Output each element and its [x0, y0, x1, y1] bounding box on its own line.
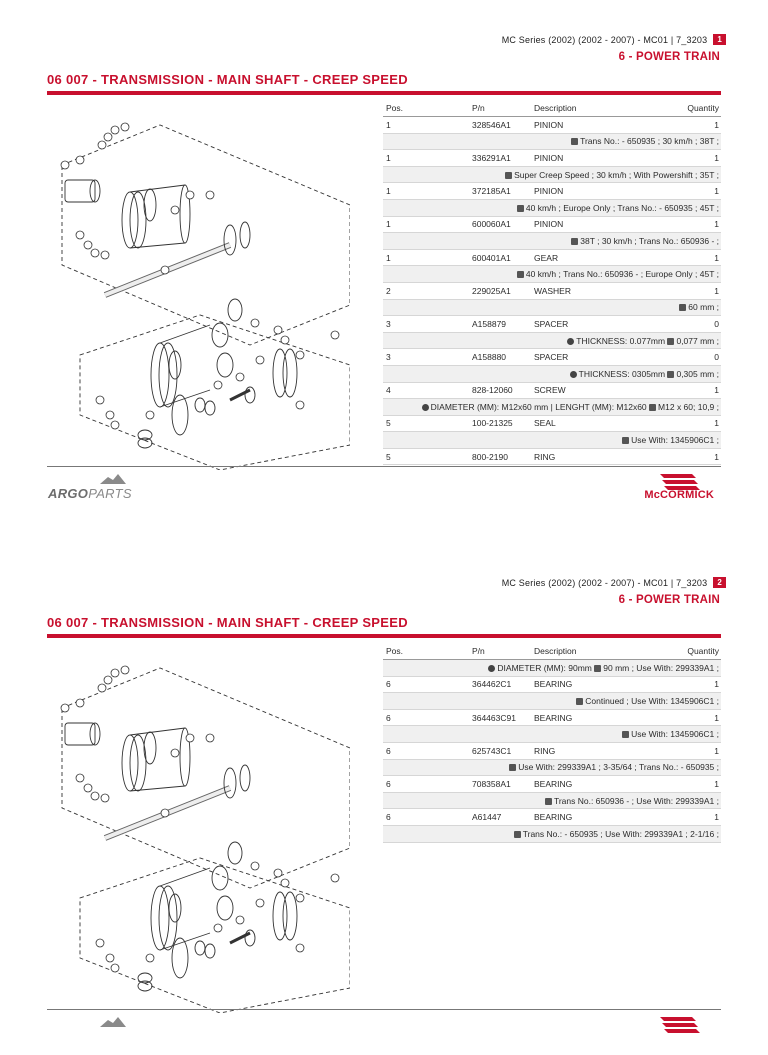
- note-icon: [509, 764, 516, 771]
- note-icon: [667, 371, 674, 378]
- note-icon: [594, 665, 601, 672]
- detail-notes: [505, 170, 719, 180]
- title-divider: [47, 91, 721, 95]
- detail-note-text: Use With: 1345906C1 ;: [631, 435, 719, 446]
- detail-notes: [517, 269, 719, 279]
- cell-pos: 1: [386, 186, 391, 197]
- cell-qty: 1: [714, 119, 719, 130]
- cell-pn: A158880: [472, 352, 507, 363]
- argo-logo-icon: [100, 1017, 126, 1027]
- detail-notes: [567, 336, 719, 346]
- cell-pos: 1: [386, 152, 391, 163]
- mccormick-stripes-icon: [656, 1017, 700, 1033]
- exploded-view-diagram: [50, 115, 350, 470]
- note-icon: [622, 437, 629, 444]
- cell-pn: 600060A1: [472, 219, 511, 230]
- table-row[interactable]: [383, 743, 721, 760]
- cell-pn: 372185A1: [472, 186, 511, 197]
- cell-qty: 1: [714, 252, 719, 263]
- cell-qty: 1: [714, 186, 719, 197]
- cell-pn: 336291A1: [472, 152, 511, 163]
- column-header-qty: Quantity: [687, 646, 719, 656]
- mccormick-stripes-icon: [656, 474, 700, 490]
- cell-desc: BEARING: [534, 812, 573, 823]
- cell-desc: BEARING: [534, 778, 573, 789]
- cell-desc: PINION: [534, 219, 564, 230]
- cell-pn: A61447: [472, 812, 502, 823]
- detail-info-text: THICKNESS: 0.077mm: [576, 335, 666, 346]
- detail-info-text: THICKNESS: 0305mm: [578, 368, 666, 379]
- column-header-desc: Description: [534, 646, 577, 656]
- exploded-view-diagram: [50, 658, 350, 1013]
- column-header-qty: Quantity: [687, 103, 719, 113]
- cell-desc: BEARING: [534, 679, 573, 690]
- table-detail-row: [383, 660, 721, 677]
- cell-pos: 2: [386, 285, 391, 296]
- cell-pos: 5: [386, 418, 391, 429]
- series-header: [502, 577, 726, 588]
- cell-pn: 828-12060: [472, 385, 513, 396]
- page-number-badge: 2: [713, 577, 726, 588]
- cell-qty: 1: [714, 745, 719, 756]
- detail-notes: [571, 236, 719, 246]
- note-icon: [517, 271, 524, 278]
- table-row[interactable]: [383, 710, 721, 727]
- argo-logo-bold: ARGO: [48, 486, 89, 501]
- table-detail-row: [383, 726, 721, 743]
- detail-notes: [570, 369, 719, 379]
- table-row[interactable]: [383, 183, 721, 200]
- detail-note-text: 40 km/h ; Trans No.: 650936 - ; Europe Only ; 45T ;: [525, 269, 719, 280]
- info-icon: [567, 338, 574, 345]
- table-header-row: [383, 100, 721, 117]
- series-text: MC Series (2002) (2002 - 2007) - MC01 | 7_3203: [501, 34, 708, 45]
- table-row[interactable]: [383, 809, 721, 826]
- detail-notes: [422, 402, 719, 412]
- page-title: 06 007 - TRANSMISSION - MAIN SHAFT - CREEP SPEED: [47, 72, 408, 87]
- table-detail-row: [383, 300, 721, 317]
- cell-pn: 364463C91: [472, 712, 516, 723]
- mccormick-logo: McCORMICK: [644, 489, 714, 501]
- table-row[interactable]: [383, 383, 721, 400]
- detail-note-text: Trans No.: 650936 - ; Use With: 299339A1 ;: [553, 795, 719, 806]
- table-row[interactable]: [383, 217, 721, 234]
- section-title: 6 - POWER TRAIN: [618, 51, 720, 63]
- page-number-badge: 1: [713, 34, 726, 45]
- table-detail-row: [383, 134, 721, 151]
- table-row[interactable]: [383, 449, 721, 466]
- parts-table: [383, 643, 721, 843]
- detail-note-text: Use With: 299339A1 ; 3-35/64 ; Trans No.: - 650935 ;: [518, 762, 719, 773]
- cell-pos: 6: [386, 679, 391, 690]
- table-row[interactable]: [383, 349, 721, 366]
- cell-desc: SPACER: [534, 352, 569, 363]
- catalog-page-2: [0, 543, 768, 1055]
- argo-logo-icon: [100, 474, 126, 484]
- cell-pn: 800-2190: [472, 451, 508, 462]
- detail-note-text: Super Creep Speed ; 30 km/h ; With Powershift ; 35T ;: [514, 169, 719, 180]
- cell-pos: 4: [386, 385, 391, 396]
- detail-notes: [679, 302, 719, 312]
- detail-info-text: DIAMETER (MM): 90mm: [497, 662, 592, 673]
- table-detail-row: [383, 693, 721, 710]
- section-title: 6 - POWER TRAIN: [618, 594, 720, 606]
- detail-note-text: Continued ; Use With: 1345906C1 ;: [585, 695, 719, 706]
- note-icon: [505, 172, 512, 179]
- cell-qty: 1: [714, 679, 719, 690]
- cell-pos: 6: [386, 778, 391, 789]
- cell-pos: 1: [386, 252, 391, 263]
- table-detail-row: [383, 793, 721, 810]
- table-detail-row: [383, 826, 721, 843]
- cell-pn: 100-21325: [472, 418, 513, 429]
- title-divider: [47, 634, 721, 638]
- cell-qty: 1: [714, 219, 719, 230]
- table-detail-row: [383, 167, 721, 184]
- column-header-desc: Description: [534, 103, 577, 113]
- cell-desc: GEAR: [534, 252, 559, 263]
- detail-notes: [488, 663, 719, 673]
- info-icon: [488, 665, 495, 672]
- cell-qty: 0: [714, 352, 719, 363]
- cell-pos: 3: [386, 352, 391, 363]
- series-header: [502, 34, 726, 45]
- table-detail-row: [383, 432, 721, 449]
- cell-desc: BEARING: [534, 712, 573, 723]
- cell-pn: 708358A1: [472, 778, 511, 789]
- cell-desc: SEAL: [534, 418, 556, 429]
- detail-info-text: DIAMETER (MM): M12x60 mm | LENGHT (MM): M12x60: [430, 401, 647, 412]
- cell-pn: 328546A1: [472, 119, 511, 130]
- cell-pos: 5: [386, 451, 391, 462]
- detail-note-text: 40 km/h ; Europe Only ; Trans No.: - 650935 ; 45T ;: [525, 202, 719, 213]
- cell-pn: 600401A1: [472, 252, 511, 263]
- cell-qty: 1: [714, 812, 719, 823]
- cell-pos: 1: [386, 219, 391, 230]
- table-row[interactable]: [383, 316, 721, 333]
- detail-note-text: Trans No.: - 650935 ; 30 km/h ; 38T ;: [580, 136, 719, 147]
- parts-table: [383, 100, 721, 465]
- cell-qty: 1: [714, 418, 719, 429]
- note-icon: [514, 831, 521, 838]
- detail-note-text: 0,077 mm ;: [676, 335, 719, 346]
- series-text: MC Series (2002) (2002 - 2007) - MC01 | 7_3203: [501, 577, 708, 588]
- table-detail-row: [383, 760, 721, 777]
- argo-logo-light: PARTS: [88, 486, 132, 501]
- note-icon: [679, 304, 686, 311]
- detail-notes: [576, 696, 719, 706]
- cell-qty: 1: [714, 285, 719, 296]
- cell-pos: 6: [386, 712, 391, 723]
- table-detail-row: [383, 233, 721, 250]
- cell-pos: 6: [386, 812, 391, 823]
- detail-note-text: M12 x 60; 10,9 ;: [658, 401, 719, 412]
- cell-pn: 625743C1: [472, 745, 512, 756]
- note-icon: [517, 205, 524, 212]
- detail-note-text: Use With: 1345906C1 ;: [631, 729, 719, 740]
- cell-desc: RING: [534, 451, 556, 462]
- footer-divider: [47, 1009, 721, 1010]
- cell-pn: 364462C1: [472, 679, 512, 690]
- footer-divider: [47, 466, 721, 467]
- table-row[interactable]: [383, 776, 721, 793]
- cell-desc: SCREW: [534, 385, 566, 396]
- detail-note-text: Trans No.: - 650935 ; Use With: 299339A1 ; 2-1/16 ;: [522, 828, 719, 839]
- detail-notes: [545, 796, 719, 806]
- cell-qty: 1: [714, 451, 719, 462]
- detail-notes: [509, 762, 719, 772]
- cell-desc: PINION: [534, 152, 564, 163]
- table-detail-row: [383, 399, 721, 416]
- info-icon: [570, 371, 577, 378]
- catalog-page-1: [0, 0, 768, 512]
- detail-note-text: 60 mm ;: [688, 302, 719, 313]
- cell-qty: 1: [714, 152, 719, 163]
- cell-pos: 6: [386, 745, 391, 756]
- detail-notes: [622, 729, 719, 739]
- cell-desc: SPACER: [534, 318, 569, 329]
- table-row[interactable]: [383, 416, 721, 433]
- note-icon: [576, 698, 583, 705]
- cell-qty: 0: [714, 318, 719, 329]
- info-icon: [422, 404, 429, 411]
- note-icon: [622, 731, 629, 738]
- note-icon: [667, 338, 674, 345]
- table-detail-row: [383, 266, 721, 283]
- detail-notes: [517, 203, 719, 213]
- table-row[interactable]: [383, 283, 721, 300]
- detail-notes: [514, 829, 719, 839]
- detail-note-text: 90 mm ; Use With: 299339A1 ;: [603, 662, 719, 673]
- detail-note-text: 0,305 mm ;: [676, 368, 719, 379]
- table-row[interactable]: [383, 150, 721, 167]
- cell-pn: 229025A1: [472, 285, 511, 296]
- note-icon: [571, 138, 578, 145]
- table-detail-row: [383, 333, 721, 350]
- column-header-pn: P/n: [472, 103, 485, 113]
- detail-note-text: 38T ; 30 km/h ; Trans No.: 650936 - ;: [580, 235, 719, 246]
- table-row[interactable]: [383, 250, 721, 267]
- cell-pos: 1: [386, 119, 391, 130]
- detail-notes: [622, 435, 719, 445]
- cell-pos: 3: [386, 318, 391, 329]
- column-header-pos: Pos.: [386, 646, 404, 656]
- page-title: 06 007 - TRANSMISSION - MAIN SHAFT - CREEP SPEED: [47, 615, 408, 630]
- cell-desc: PINION: [534, 119, 564, 130]
- column-header-pos: Pos.: [386, 103, 404, 113]
- cell-qty: 1: [714, 712, 719, 723]
- cell-qty: 1: [714, 385, 719, 396]
- cell-pn: A158879: [472, 318, 507, 329]
- table-detail-row: [383, 366, 721, 383]
- note-icon: [649, 404, 656, 411]
- column-header-pn: P/n: [472, 646, 485, 656]
- note-icon: [545, 798, 552, 805]
- argoparts-logo: [48, 486, 132, 501]
- detail-notes: [571, 136, 719, 146]
- table-header-row: [383, 643, 721, 660]
- cell-qty: 1: [714, 778, 719, 789]
- cell-desc: WASHER: [534, 285, 571, 296]
- cell-desc: RING: [534, 745, 556, 756]
- cell-desc: PINION: [534, 186, 564, 197]
- note-icon: [571, 238, 578, 245]
- table-detail-row: [383, 200, 721, 217]
- table-row[interactable]: [383, 677, 721, 694]
- table-row[interactable]: [383, 117, 721, 134]
